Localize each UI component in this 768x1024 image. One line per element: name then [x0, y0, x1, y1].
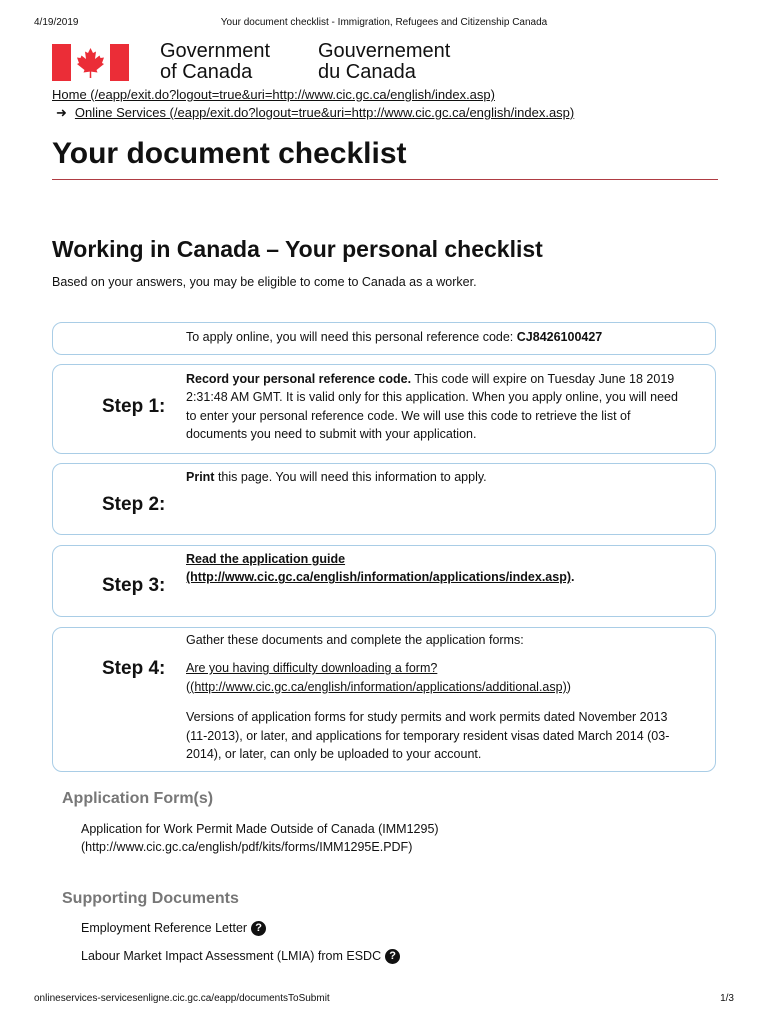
download-help-link[interactable] [186, 661, 437, 675]
step-4-intro: Gather these documents and complete the application forms: [186, 633, 524, 647]
reference-code-label: To apply online, you will need this personal reference code: [186, 330, 517, 344]
supporting-doc-item-1 [81, 919, 266, 937]
reference-code-value: CJ8426100427 [516, 330, 603, 344]
title-divider [52, 179, 718, 180]
step-1-text [186, 370, 691, 444]
step-2-body: this page. You will need this information to apply. [214, 470, 487, 484]
step-3-suffix: . [571, 570, 575, 585]
step-3-text [186, 550, 691, 587]
step-4-note: Versions of application forms for study permits and work permits dated November 2013 (11-2013), or later, and applications for temporary resident visas dated March 2014 (03-2014), or later, can only be uploaded to your account. [186, 710, 670, 762]
download-help-link-title: Are you having difficulty downloading a form? [186, 661, 438, 676]
gouvernement-du-canada-wordmark [318, 41, 450, 83]
application-forms-heading: Application Form(s) [62, 790, 214, 807]
step-2-text [186, 468, 691, 486]
step-2-label: Step 2: [102, 494, 166, 515]
breadcrumb-online-services [56, 105, 574, 121]
step-4-help: Are you having difficulty downloading a form? ((http://www.cic.gc.ca/english/information/applications/additional.asp)) [186, 661, 571, 694]
step-3-label: Step 3: [102, 575, 166, 596]
arrow-right-icon: ➜ [56, 105, 67, 120]
step-1-box [52, 364, 716, 454]
wordmark-fr-line1: Gouvernement [318, 40, 451, 62]
print-date: 4/19/2019 [34, 17, 79, 28]
step-4-label: Step 4: [102, 658, 166, 679]
application-guide-link[interactable] [186, 552, 571, 584]
step-2-bold: Print [186, 470, 215, 484]
step-1-bold: Record your personal reference code. [186, 372, 412, 386]
step-1-content [186, 370, 691, 444]
help-icon[interactable]: ? [385, 949, 400, 964]
supporting-doc-item-2 [81, 947, 400, 965]
step-1-label: Step 1: [102, 396, 166, 417]
step-2-box [52, 463, 716, 535]
print-page-title: Your document checklist - Immigration, Refugees and Citizenship Canada [220, 17, 548, 28]
step-3-content [186, 550, 691, 587]
print-footer-url: onlineservices-servicesenligne.cic.gc.ca/eapp/documentsToSubmit [34, 993, 330, 1004]
step-4-content [186, 631, 691, 763]
step-1-body: This code will expire on Tuesday June 18 2019 2:31:48 AM GMT. It is valid only for this application. When you apply online, you will need to enter your personal reference code. We will use this code to retrieve the list of documents you need to submit with your application. [186, 372, 678, 442]
intro-text: Based on your answers, you may be eligible to come to Canada as a worker. [52, 275, 477, 289]
application-form-title: Application for Work Permit Made Outside of Canada (IMM1295) [81, 822, 439, 836]
application-form-url: (http://www.cic.gc.ca/english/pdf/kits/forms/IMM1295E.PDF) [81, 840, 413, 855]
government-of-canada-wordmark [160, 41, 270, 83]
step-2-content [186, 468, 691, 486]
help-icon[interactable]: ? [251, 921, 266, 936]
wordmark-en-line2: of Canada [160, 61, 253, 83]
supporting-documents-heading: Supporting Documents [62, 890, 239, 907]
application-guide-link-title: Read the application guide [186, 552, 346, 566]
application-form-item [81, 820, 439, 857]
wordmark-en-line1: Government [160, 40, 271, 62]
step-4-box [52, 627, 716, 772]
download-help-url-link[interactable]: (http://www.cic.gc.ca/english/information/applications/additional.asp) [190, 679, 567, 694]
breadcrumb-home [52, 87, 495, 102]
section-title: Working in Canada – Your personal checklist [52, 236, 543, 262]
application-guide-link-url: (http://www.cic.gc.ca/english/information/applications/index.asp) [186, 570, 572, 585]
step-3-box [52, 545, 716, 617]
wordmark-fr-line2: du Canada [318, 61, 416, 83]
reference-code-box [52, 322, 716, 355]
supporting-doc-label: Employment Reference Letter [81, 921, 248, 935]
breadcrumb-online-services-link[interactable]: Online Services (/eapp/exit.do?logout=true&uri=http://www.cic.gc.ca/english/index.asp) [74, 105, 575, 120]
canada-flag-icon [52, 44, 129, 81]
print-page-number: 1/3 [720, 993, 734, 1004]
reference-code-text [186, 328, 691, 346]
breadcrumb-home-link[interactable]: Home (/eapp/exit.do?logout=true&uri=http://www.cic.gc.ca/english/index.asp) [52, 87, 495, 102]
page-title: Your document checklist [52, 137, 407, 170]
supporting-doc-label: Labour Market Impact Assessment (LMIA) from ESDC [81, 949, 382, 963]
